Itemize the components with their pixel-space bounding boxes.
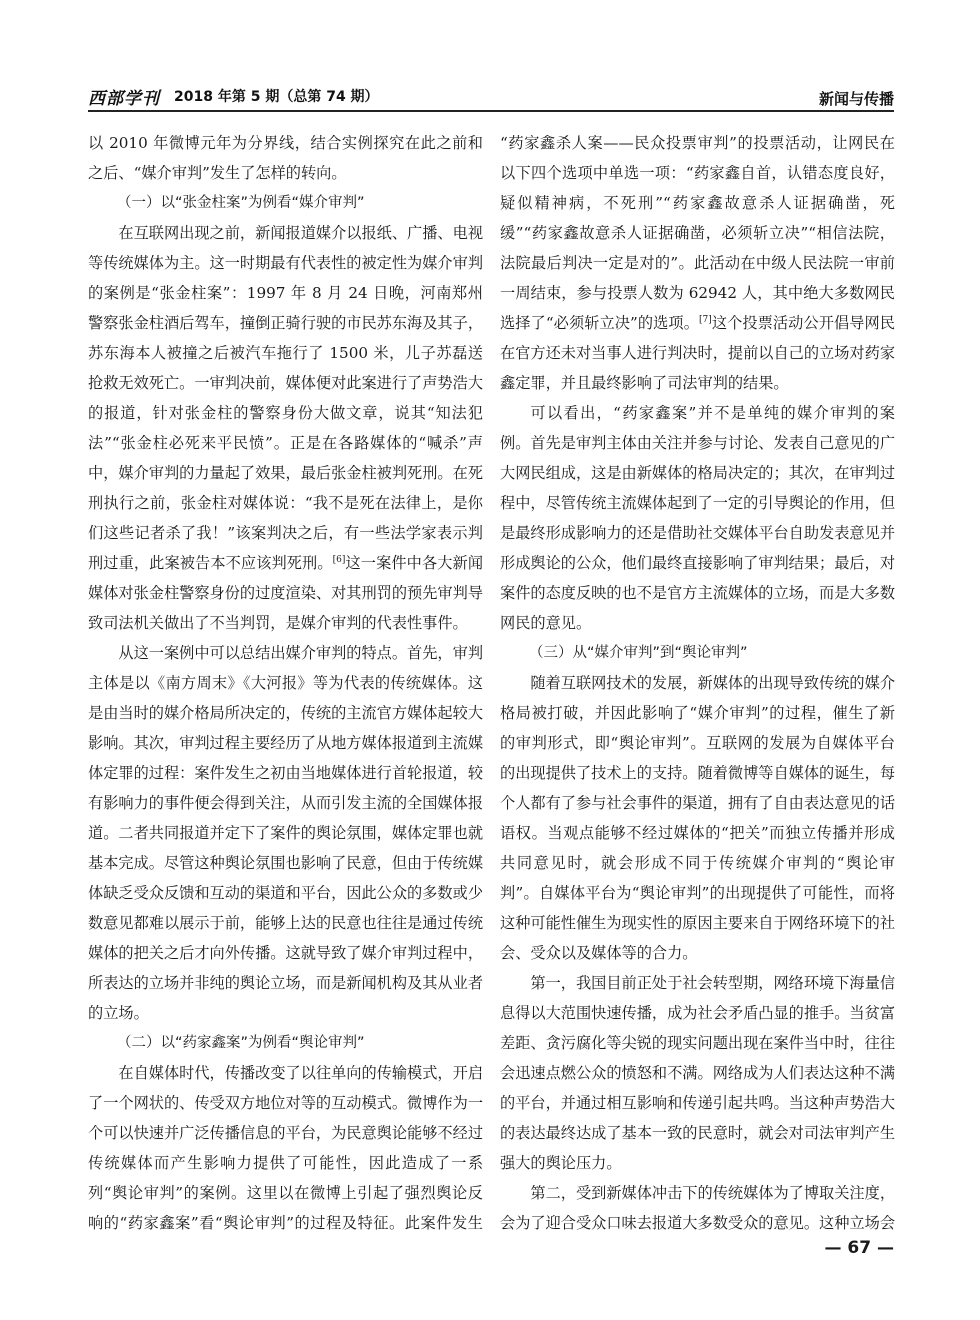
paragraph: 在自媒体时代，传播改变了以往单向的传输模式，开启了一个网状的、传受双方地位对等的互动模式。微博作为一个可以快速并广泛传播信息的平台，为民意舆论能够不经过传统媒体而产生影响力提供了可能性，因此造成了一系列“舆论审判”的案例。这里以在微博上引起了强烈舆论反响的“药家鑫案”看“舆论审判”的过程及特征。此案件发生 <box>88 1064 483 1232</box>
citation: [6] <box>332 554 346 565</box>
paragraph-text: 这个投票活动公开倡导网民在官方还未对当事人进行判决时，提前以自己的立场对药家鑫定罪，并且最终影响了司法审判的结果。 <box>500 314 895 392</box>
paragraph <box>88 218 483 638</box>
page-number: — 67 — <box>824 1238 894 1258</box>
paragraph-text: “药家鑫杀人案——民众投票审判”的投票活动，让网民在以下四个选项中单选一项：“药家鑫自首，认错态度良好，疑似精神病，不死刑”“药家鑫故意杀人证据确凿，死缓”“药家鑫故意杀人证据确凿，必须斩立决”“相信法院，法院最后判决一定是对的”。此活动在中级人民法院一审前一周结束，参与投票人数为 62942 人，其中绝大多数网民选择了“必须斩立决”的选项。 <box>500 134 895 332</box>
paragraph: 第一，我国目前正处于社会转型期，网络环境下海量信息得以大范围快速传播，成为社会矛盾凸显的推手。当贫富差距、贪污腐化等尖锐的现实问题出现在案件当中时，往往会迅速点燃公众的愤怒和不满。网络成为人们表达这种不满的平台，并通过相互影响和传递引起共鸣。当这种声势浩大的表达最终达成了基本一致的民意时，就会对司法审判产生强大的舆论压力。 <box>500 974 895 1172</box>
issue-info: 2018 年第 5 期（总第 74 期） <box>174 89 379 105</box>
paragraph <box>500 128 895 398</box>
section-title: 新闻与传播 <box>818 90 894 108</box>
paragraph: 以 2010 年微博元年为分界线，结合实例探究在此之前和之后、“媒介审判”发生了怎样的转向。 <box>88 134 483 182</box>
subsection-heading: （二）以“药家鑫案”为例看“舆论审判” <box>117 1035 365 1051</box>
journal-logo: 西部学刊 <box>88 89 160 109</box>
paragraph: 可以看出，“药家鑫案”并不是单纯的媒介审判的案例。首先是审判主体由关注并参与讨论、发表自己意见的广大网民组成，这是由新媒体的格局决定的；其次，在审判过程中，尽管传统主流媒体起到了一定的引导舆论的作用，但是最终形成影响力的还是借助社交媒体平台自助发表意见并形成舆论的公众，他们最终直接影响了审判结果；最后，对案件的态度反映的也不是官方主流媒体的立场，而是大多数网民的意见。 <box>500 404 895 632</box>
right-column <box>500 128 895 1243</box>
paragraph-text: 这一案件中各大新闻媒体对张金柱警察身份的过度渲染、对其刑罚的预先审判导致司法机关做出了不当判罚，是媒介审判的代表性事件。 <box>88 554 483 632</box>
paragraph: 随着互联网技术的发展，新媒体的出现导致传统的媒介格局被打破，并因此影响了“媒介审判”的过程，催生了新的审判形式，即“舆论审判”。互联网的发展为自媒体平台的出现提供了技术上的支持。随着微博等自媒体的诞生，每个人都有了参与社会事件的渠道，拥有了自由表达意见的话语权。当观点能够不经过媒体的“把关”而独立传播并形成共同意见时，就会形成不同于传统媒介审判的“舆论审判”。自媒体平台为“舆论审判”的出现提供了可能性，而将这种可能性催生为现实性的原因主要来自于网络环境下的社会、受众以及媒体等的合力。 <box>500 674 895 962</box>
paragraph: 从这一案例中可以总结出媒介审判的特点。首先，审判主体是以《南方周末》《大河报》等为代表的传统媒体。这是由当时的媒介格局所决定的，传统的主流官方媒体起较大影响。其次，审判过程主要经历了从地方媒体报道到主流媒体定罪的过程：案件发生之初由当地媒体进行首轮报道，较有影响力的事件便会得到关注，从而引发主流的全国媒体报道。二者共同报道并定下了案件的舆论氛围，媒体定罪也就基本完成。尽管这种舆论氛围也影响了民意，但由于传统媒体缺乏受众反馈和互动的渠道和平台，因此公众的多数或少数意见都难以展示于前，能够上达的民意也往往是通过传统媒体的把关之后才向外传播。这就导致了媒介审判过程中，所表达的立场并非纯的舆论立场，而是新闻机构及其从业者的立场。 <box>88 644 483 1022</box>
left-column <box>88 128 483 1243</box>
running-header <box>88 84 894 112</box>
paragraph: 第二，受到新媒体冲击下的传统媒体为了博取关注度，会为了迎合受众口味去报道大多数受众的意见。这种立场会 <box>500 1184 895 1232</box>
subsection-heading: （一）以“张金柱案”为例看“媒介审判” <box>117 195 365 211</box>
subsection-heading: （三）从“媒介审判”到“舆论审判” <box>529 645 748 661</box>
paragraph-text: 在互联网出现之前，新闻报道媒介以报纸、广播、电视等传统媒体为主。这一时期最有代表性的被定性为媒介审判的案例是“张金柱案”：1997 年 8 月 24 日晚，河南郑州警察张金柱酒后驾车，撞倒正骑行驶的市民苏东海及其子，苏东海本人被撞之后被汽车拖行了 1500 米，儿子苏磊送抢救无效死亡。一审判决前，媒体便对此案进行了声势浩大的报道，针对张金柱的警察身份大做文章，说其“知法犯法”“张金柱必死来平民愤”。正是在各路媒体的“喊杀”声中，媒介审判的力量起了效果，最后张金柱被判死刑。在死刑执行之前，张金柱对媒体说：“我不是死在法律上，是你们这些记者杀了我！”该案判决之后，有一些法学家表示判刑过重，此案被告本不应该判死刑。 <box>88 224 483 572</box>
citation: [7] <box>698 314 712 325</box>
